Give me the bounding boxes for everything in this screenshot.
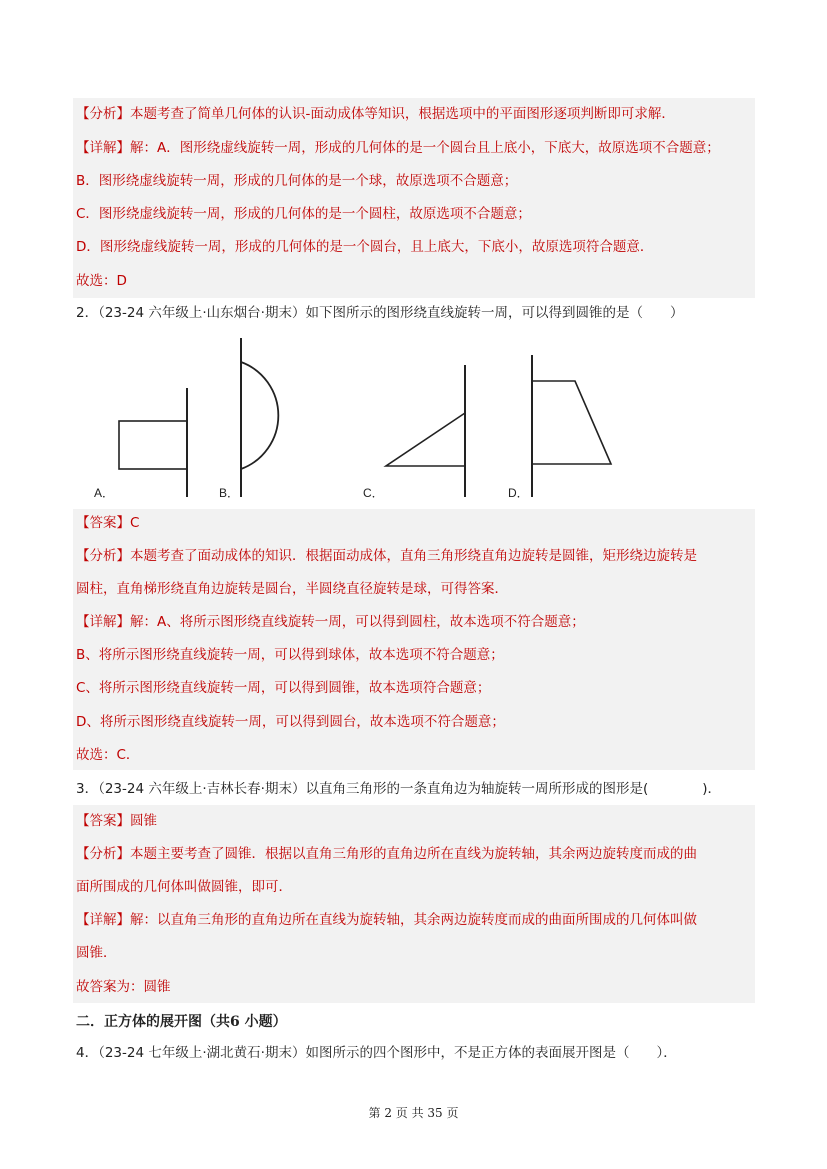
- q2-detail-b: B、将所示图形绕直线旋转一周，可以得到球体，故本选项不符合题意；: [76, 647, 504, 663]
- q1-detail-c: C．图形绕虚线旋转一周，形成的几何体的是一个圆柱，故原选项不合题意；: [76, 206, 531, 222]
- q3-final: 故答案为：圆锥: [76, 979, 171, 995]
- section-heading: 二．正方体的展开图（共6 小题）: [76, 1014, 287, 1030]
- q1-analysis: 【分析】本题考查了简单几何体的认识-面动成体等知识，根据选项中的平面图形逐项判断即可求解．: [76, 106, 675, 122]
- label-c: C．: [363, 486, 384, 500]
- figure-b: [241, 338, 278, 497]
- figure-c: [386, 365, 465, 497]
- answer-block-q1: [73, 98, 755, 298]
- q2-stem: 2．（23-24 六年级上·山东烟台·期末）如下图所示的图形绕直线旋转一周，可以得到圆锥的是（ ）: [76, 305, 684, 321]
- q2-detail-c: C、将所示图形绕直线旋转一周，可以得到圆锥，故本选项符合题意；: [76, 680, 491, 696]
- q3-detail-1: 【详解】解：以直角三角形的直角边所在直线为旋转轴，其余两边旋转度而成的曲面所围成的几何体叫做: [76, 912, 697, 928]
- q3-stem: 3．（23-24 六年级上·吉林长春·期末）以直角三角形的一条直角边为轴旋转一周所形成的图形是( )．: [76, 781, 721, 797]
- q1-detail-b: B．图形绕虚线旋转一周，形成的几何体的是一个球，故原选项不合题意；: [76, 173, 518, 189]
- q1-detail-d: D．图形绕虚线旋转一周，形成的几何体的是一个圆台，且上底大，下底小，故原选项符合题意．: [76, 239, 654, 255]
- label-a: A．: [94, 486, 115, 500]
- q1-detail-a: 【详解】解：A．图形绕虚线旋转一周，形成的几何体的是一个圆台且上底小，下底大，故原选项不合题意；: [76, 140, 720, 156]
- q2-detail-d: D、将所示图形绕直线旋转一周，可以得到圆台，故本选项不符合题意；: [76, 714, 505, 730]
- figure-d: [532, 355, 611, 497]
- q2-figure: [73, 330, 755, 505]
- q3-detail-2: 圆锥．: [76, 945, 117, 961]
- q2-analysis-1: 【分析】本题考查了面动成体的知识．根据面动成体，直角三角形绕直角边旋转是圆锥，矩形绕边旋转是: [76, 548, 697, 564]
- q1-choice: 故选：D: [76, 273, 127, 289]
- q4-stem: 4．（23-24 七年级上·湖北黄石·期末）如图所示的四个图形中，不是正方体的表面展开图是（ ）．: [76, 1045, 677, 1061]
- figure-a: [119, 388, 187, 497]
- q2-analysis-2: 圆柱，直角梯形绕直角边旋转是圆台，半圆绕直径旋转是球，可得答案．: [76, 581, 508, 597]
- label-b: B．: [219, 486, 240, 500]
- label-d: D．: [508, 486, 529, 500]
- q2-answer: 【答案】C: [76, 515, 140, 531]
- q2-choice: 故选：C．: [76, 747, 140, 763]
- q3-answer: 【答案】圆锥: [76, 813, 157, 829]
- q3-analysis-1: 【分析】本题主要考查了圆锥．根据以直角三角形的直角边所在直线为旋转轴，其余两边旋转度而成的曲: [76, 846, 697, 862]
- q2-detail-a: 【详解】解：A、将所示图形绕直线旋转一周，可以得到圆柱，故本选项不符合题意；: [76, 614, 585, 630]
- answer-block-q3: [73, 805, 755, 1003]
- page-footer: 第 2 页 共 35 页: [368, 1106, 459, 1120]
- q3-analysis-2: 面所围成的几何体叫做圆锥，即可．: [76, 879, 292, 895]
